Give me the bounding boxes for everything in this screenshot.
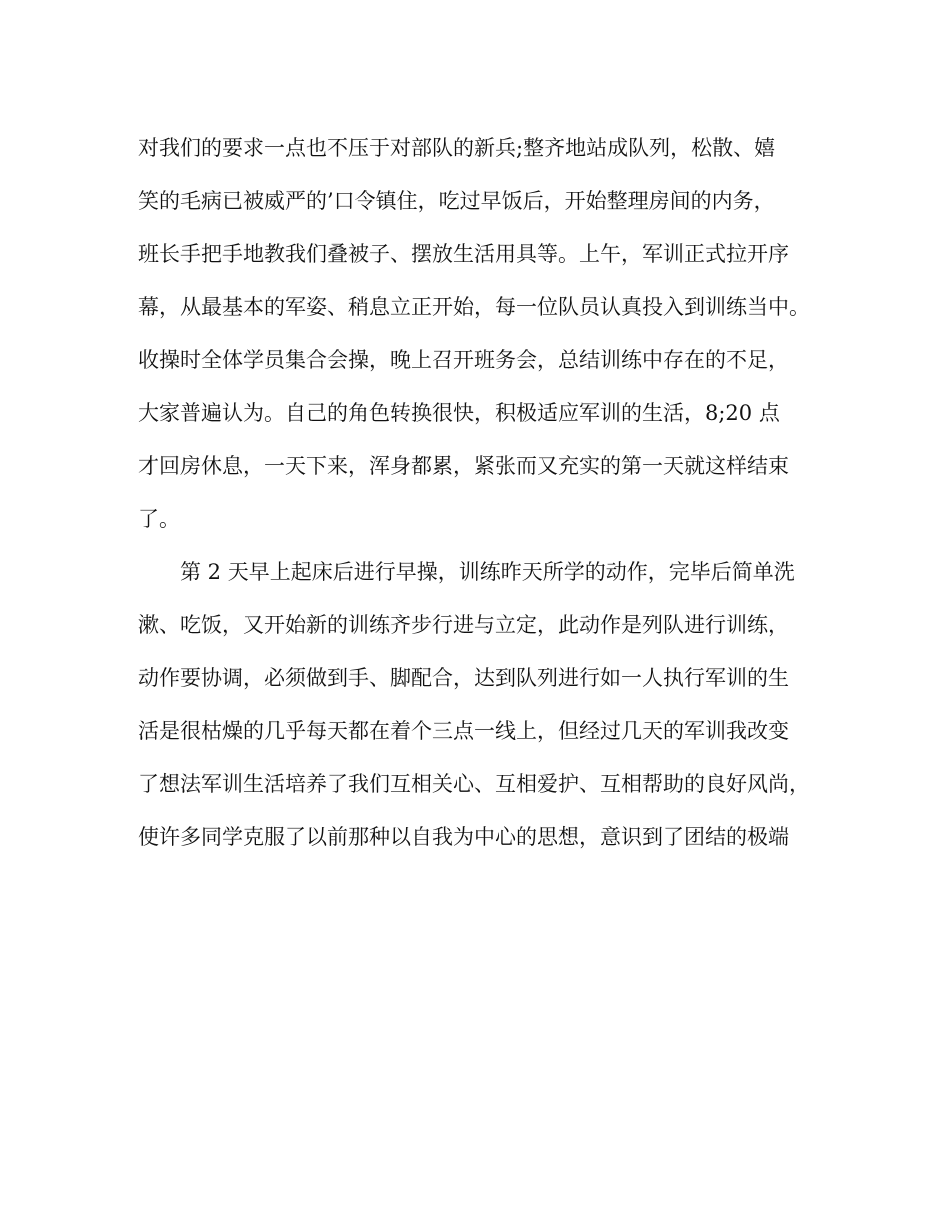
body-text [138,122,838,864]
text-line: 大家普遍认为。自己的角色转换很快，积极适应军训的生活，8;20 点 [138,401,780,425]
text-line: 幕，从最基本的军姿、稍息立正开始，每一位队员认真投入到训练当中。 [138,295,810,319]
text-line: 了。 [138,507,180,531]
text-line: 才回房休息，一天下来，浑身都累，紧张而又充实的第一天就这样结束 [138,454,789,478]
text-line: 了想法军训生活培养了我们互相关心、互相爱护、互相帮助的良好风尚， [138,772,810,796]
text-line: 对我们的要求一点也不压于对部队的新兵;整齐地站成队列，松散、嬉 [138,136,776,160]
text-line: 班长手把手地教我们叠被子、摆放生活用具等。上午，军训正式拉开序 [138,242,789,266]
text-line: 漱、吃饭，又开始新的训练齐步行进与立定，此动作是列队进行训练， [138,613,789,637]
text-line: 笑的毛病已被威严的’口令镇住，吃过早饭后，开始整理房间的内务， [138,189,775,213]
text-line: 动作要协调，必须做到手、脚配合，达到队列进行如一人执行军训的生 [138,666,789,690]
text-line: 活是很枯燥的几乎每天都在着个三点一线上，但经过几天的军训我改变 [138,719,789,743]
paragraph-start-line: 第 2 天早上起床后进行早操，训练昨天所学的动作，完毕后简单洗 [180,560,795,584]
text-line: 收操时全体学员集合会操，晚上召开班务会，总结训练中存在的不足， [138,348,789,372]
text-line: 使许多同学克服了以前那种以自我为中心的思想，意识到了团结的极端 [138,825,789,849]
